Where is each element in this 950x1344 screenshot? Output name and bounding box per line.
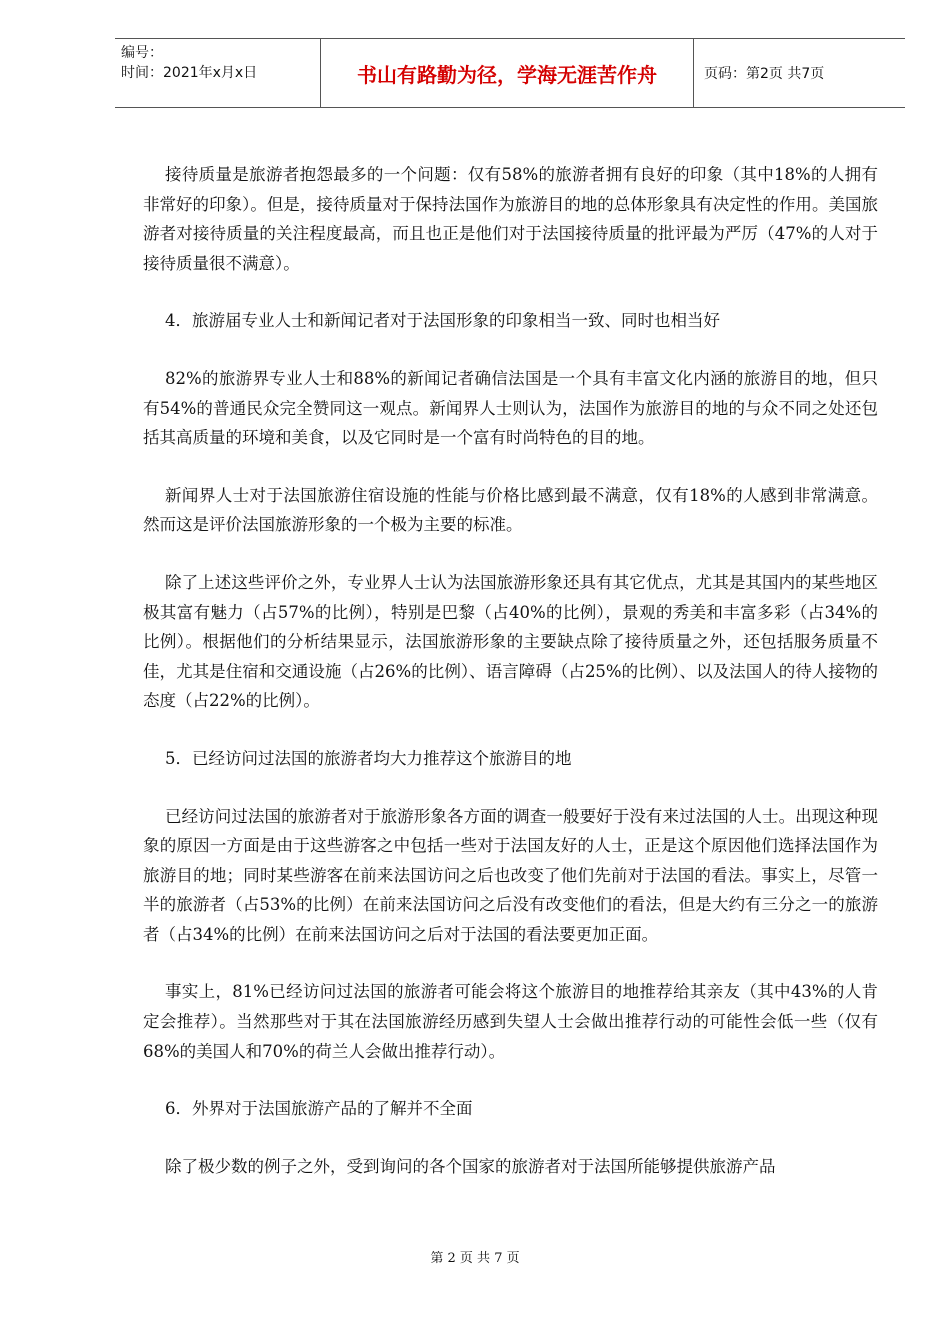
page-footer: 第 2 页 共 7 页 (430, 1251, 520, 1266)
paragraph: 82%的旅游界专业人士和88%的新闻记者确信法国是一个具有丰富文化内涵的旅游目的地，但只有54%的普通民众完全赞同这一观点。新闻界人士则认为，法国作为旅游目的地的与众不同之处还包括其高质量的环境和美食，以及它同时是一个富有时尚特色的目的地。 (143, 368, 878, 448)
header-page-number: 页码：第2页 共7页 (704, 66, 825, 82)
paragraph: 新闻界人士对于法国旅游住宿设施的性能与价格比感到最不满意，仅有18%的人感到非常满意。然而这是评价法国旅游形象的一个极为主要的标准。 (143, 485, 878, 535)
time-label: 时间：2021年x月x日 (121, 65, 258, 81)
number-label: 编号： (121, 45, 163, 61)
paragraph: 除了极少数的例子之外，受到询问的各个国家的旅游者对于法国所能够提供旅游产品 (165, 1156, 776, 1176)
page-header (115, 38, 905, 108)
paragraph: 除了上述这些评价之外，专业界人士认为法国旅游形象还具有其它优点，尤其是其国内的某些地区极其富有魅力（占57%的比例），特别是巴黎（占40%的比例），景观的秀美和丰富多彩（占34%的比例）。根据他们的分析结果显示，法国旅游形象的主要缺点除了接待质量之外，还包括服务质量不佳，尤其是住宿和交通设施（占26%的比例）、语言障碍（占25%的比例）、以及法国人的待人接物的态度（占22%的比例）。 (143, 572, 878, 711)
paragraph: 已经访问过法国的旅游者对于旅游形象各方面的调查一般要好于没有来过法国的人士。出现这种现象的原因一方面是由于这些游客之中包括一些对于法国友好的人士，正是这个原因他们选择法国作为旅游目的地；同时某些游客在前来法国访问之后也改变了他们先前对于法国的看法。事实上，尽管一半的旅游者（占53%的比例）在前来法国访问之后没有改变他们的看法，但是大约有三分之一的旅游者（占34%的比例）在前来法国访问之后对于法国的看法要更加正面。 (143, 806, 878, 944)
section-heading: 5．已经访问过法国的旅游者均大力推荐这个旅游目的地 (165, 748, 572, 768)
paragraph: 接待质量是旅游者抱怨最多的一个问题：仅有58%的旅游者拥有良好的印象（其中18%的人拥有非常好的印象）。但是，接待质量对于保持法国作为旅游目的地的总体形象具有决定性的作用。美国旅游者对接待质量的关注程度最高，而且也正是他们对于法国接待质量的批评最为严厉（47%的人对于接待质量很不满意）。 (143, 165, 878, 273)
paragraph: 事实上，81%已经访问过法国的旅游者可能会将这个旅游目的地推荐给其亲友（其中43%的人肯定会推荐）。当然那些对于其在法国旅游经历感到失望人士会做出推荐行动的可能性会低一些（仅有68%的美国人和70%的荷兰人会做出推荐行动）。 (143, 982, 878, 1061)
section-heading: 4．旅游届专业人士和新闻记者对于法国形象的印象相当一致、同时也相当好 (165, 311, 720, 331)
section-heading: 6．外界对于法国旅游产品的了解并不全面 (165, 1099, 473, 1119)
header-meta (115, 39, 321, 107)
header-motto: 书山有路勤为径，学海无涯苦作舟 (321, 39, 694, 107)
document-body (143, 160, 878, 1209)
